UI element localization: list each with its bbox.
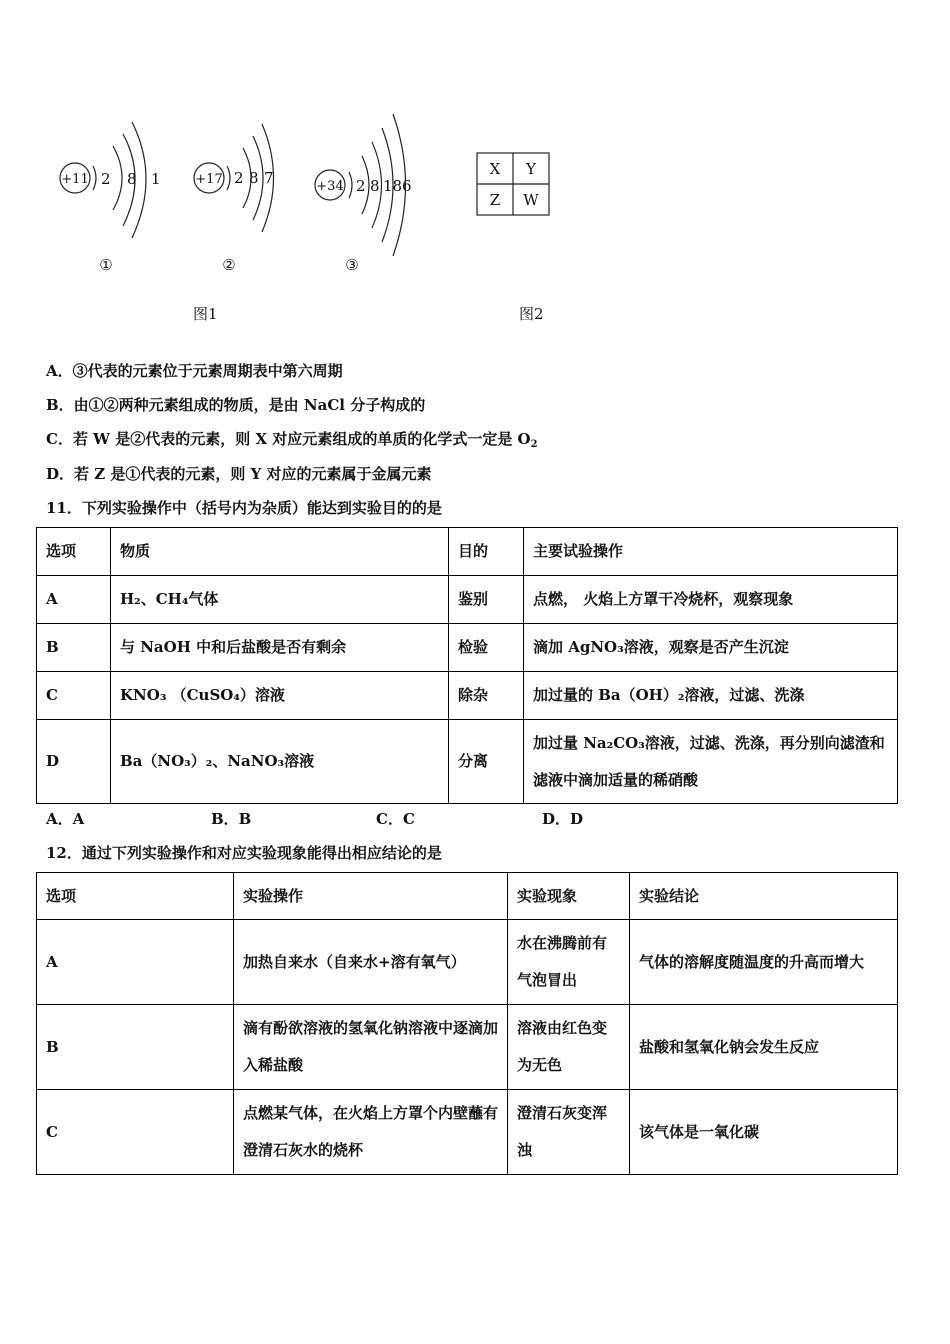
operation-cell: 点燃， 火焰上方罩干冷烧杯，观察现象 (524, 576, 898, 624)
cell-x: X (489, 160, 501, 178)
option-cell: A (37, 576, 111, 624)
operation-cell: 加过量的 Ba（OH）₂溶液，过滤、洗涤 (524, 672, 898, 720)
q12-title: 12．通过下列实验操作和对应实验现象能得出相应结论的是 (46, 844, 442, 862)
q11-answer-a: A．A (46, 810, 85, 828)
shell-count: 1 (151, 170, 161, 188)
table-header-row (37, 528, 898, 576)
table-row (37, 920, 898, 1005)
shell-count: 8 (127, 170, 137, 188)
atom-diagram-1 (60, 122, 161, 274)
atom-label-2: ② (222, 256, 236, 274)
header-cell: 选项 (37, 528, 111, 576)
header-cell: 实验操作 (234, 873, 508, 920)
phenomenon-cell: 溶液由红色变为无色 (508, 1005, 630, 1090)
q10-option-d: D．若 Z 是①代表的元素，则 Y 对应的元素属于金属元素 (46, 465, 432, 483)
shell-count: 18 (383, 177, 403, 195)
atom-diagram-3 (315, 114, 412, 274)
q11-table (36, 527, 898, 804)
substance-cell: KNO₃ （CuSO₄）溶液 (111, 672, 449, 720)
cell-z: Z (489, 191, 501, 209)
operation-cell: 点燃某气体，在火焰上方罩个内壁蘸有澄清石灰水的烧杯 (234, 1090, 508, 1175)
purpose-cell: 检验 (449, 624, 524, 672)
operation-cell: 加热自来水（自来水+溶有氧气） (234, 920, 508, 1005)
header-cell: 选项 (37, 873, 234, 920)
nucleus-charge-1: +11 (61, 172, 89, 187)
atom-label-1: ① (99, 256, 113, 274)
header-cell: 物质 (111, 528, 449, 576)
q11-title: 11．下列实验操作中（括号内为杂质）能达到实验目的的是 (46, 499, 442, 517)
table-row (37, 1090, 898, 1175)
table-row (37, 672, 898, 720)
table-row (37, 624, 898, 672)
shell-count: 8 (370, 177, 380, 195)
nucleus-charge-3: +34 (316, 179, 344, 194)
phenomenon-cell: 澄清石灰变浑浊 (508, 1090, 630, 1175)
purpose-cell: 分离 (449, 720, 524, 804)
shell-count: 6 (402, 177, 412, 195)
table-row (37, 1005, 898, 1090)
q11-answer-d: D．D (542, 810, 584, 828)
shell-count: 7 (264, 169, 274, 187)
atom-diagram-2 (194, 124, 274, 274)
purpose-cell: 除杂 (449, 672, 524, 720)
header-cell: 主要试验操作 (524, 528, 898, 576)
option-cell: B (37, 624, 111, 672)
option-cell: C (37, 672, 111, 720)
substance-cell: H₂、CH₄气体 (111, 576, 449, 624)
shell-count: 8 (249, 169, 259, 187)
conclusion-cell: 气体的溶解度随温度的升高而增大 (630, 920, 898, 1005)
subscript: 2 (530, 439, 538, 450)
q10-option-c-text: C．若 W 是②代表的元素，则 X 对应元素组成的单质的化学式一定是 O (46, 430, 531, 448)
table-row (37, 720, 898, 804)
figure-1-caption: 图1 (193, 305, 218, 323)
shell-count: 2 (101, 170, 111, 188)
atom-structure-figure (0, 0, 950, 340)
table-header-row (37, 873, 898, 920)
substance-cell: 与 NaOH 中和后盐酸是否有剩余 (111, 624, 449, 672)
header-cell: 目的 (449, 528, 524, 576)
phenomenon-cell: 水在沸腾前有气泡冒出 (508, 920, 630, 1005)
option-cell: C (37, 1090, 234, 1175)
shell-count: 2 (356, 177, 366, 195)
atom-label-3: ③ (345, 256, 359, 274)
shell-count: 2 (234, 169, 244, 187)
cell-y: Y (526, 160, 536, 178)
q10-option-b: B．由①②两种元素组成的物质，是由 NaCl 分子构成的 (46, 396, 426, 414)
cell-w: W (523, 191, 539, 209)
option-cell: D (37, 720, 111, 804)
q12-table (36, 872, 898, 1175)
conclusion-cell: 该气体是一氧化碳 (630, 1090, 898, 1175)
substance-cell: Ba（NO₃）₂、NaNO₃溶液 (111, 720, 449, 804)
header-cell: 实验现象 (508, 873, 630, 920)
nucleus-charge-2: +17 (195, 172, 223, 187)
periodic-table-fragment (477, 153, 549, 215)
operation-cell: 加过量 Na₂CO₃溶液，过滤、洗涤，再分别向滤渣和滤液中滴加适量的稀硝酸 (524, 720, 898, 804)
purpose-cell: 鉴别 (449, 576, 524, 624)
q11-answer-b: B．B (211, 810, 252, 828)
q10-option-a: A．③代表的元素位于元素周期表中第六周期 (46, 362, 343, 380)
table-row (37, 576, 898, 624)
option-cell: A (37, 920, 234, 1005)
option-cell: B (37, 1005, 234, 1090)
operation-cell: 滴有酚欲溶液的氢氧化钠溶液中逐滴加入稀盐酸 (234, 1005, 508, 1090)
q11-answer-c: C．C (376, 810, 415, 828)
operation-cell: 滴加 AgNO₃溶液，观察是否产生沉淀 (524, 624, 898, 672)
figure-2-caption: 图2 (519, 305, 544, 323)
conclusion-cell: 盐酸和氢氧化钠会发生反应 (630, 1005, 898, 1090)
q10-option-c (46, 428, 538, 449)
header-cell: 实验结论 (630, 873, 898, 920)
